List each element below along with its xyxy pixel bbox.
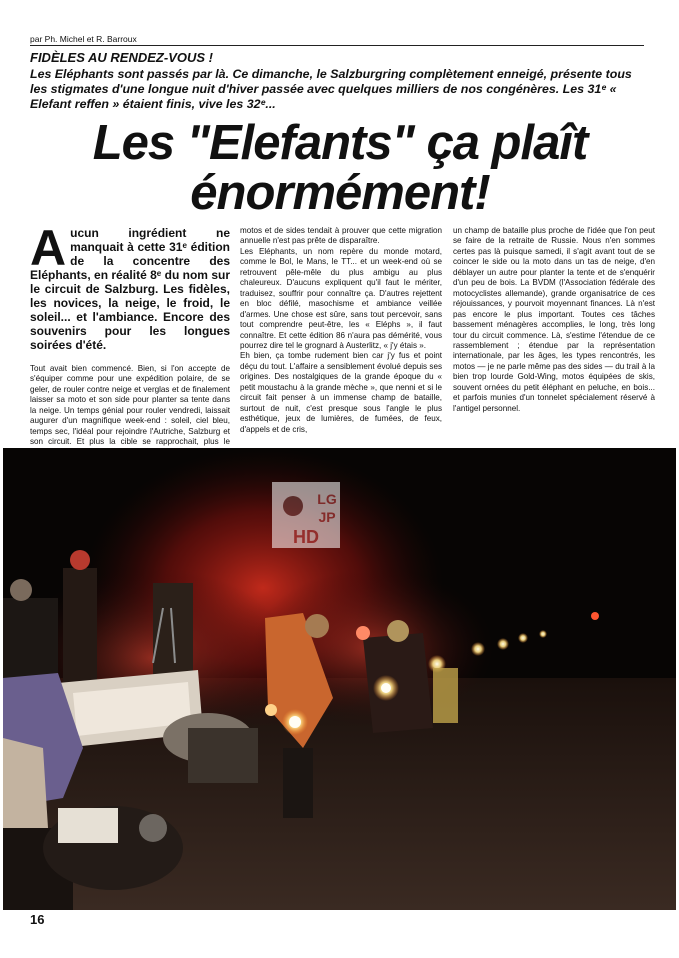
headline-line-1: Les "Elefants" ça plaît [92, 116, 588, 170]
drop-cap: A [30, 220, 67, 276]
watermark-logo [272, 482, 340, 548]
lede-paragraph [30, 220, 230, 352]
body-text-col2-p2: Les Eléphants, un nom repère du monde motard, comme le Bol, le Mans, le TT... et un week-end où se retrouvent pêle-mêle du plus ambigu au plus chaleureux. D'aucuns expliquent qu'il faut le mériter, traduisez, souffrir pour connaître ça. D'autres rejettent en bloc défilé, masochisme et ambiance veillée d'armes. Une chose est sûre, sans tout percevoir, sans tout comprendre peut-être, les « Eléphs », il faut connaître. Et cette édition 86 n'aura pas démérité, vous pourrez dire tel le grognard à Austerlitz, « j'y étais ». [240, 246, 442, 350]
foreground-motorcycle [43, 806, 183, 890]
watermark-lg: LG [317, 491, 337, 507]
kicker: FIDÈLES AU RENDEZ-VOUS ! [30, 50, 213, 65]
body-text-col2-p3: Eh bien, ça tombe rudement bien car j'y fus et point déçu du tout. L'affaire a sensiblement évolué depuis ses origines. Des nostalgiques de la grande époque du « petit moustachu à la grande mèche », que nenni et si le circuit fait penser à un immense champ de bataille, surtout de nuit, c'est presque sous l'angle le plus esthétique, jeux de lumières, de fumées, de feux, d'appels et de cris, [240, 351, 442, 434]
article-column-3 [453, 226, 655, 414]
watermark-jp: JP [318, 509, 336, 525]
photo-illustration [3, 448, 676, 910]
headline [30, 118, 650, 218]
page-number: 16 [30, 912, 45, 927]
lede-text: ucun ingrédient ne manquait à cette 31ᵉ édition de la concentre des Eléphants, en réalité 8ᵉ du nom sur le circuit de Salzburg. Les fidèles, les novices, la neige, le froid, le soleil... et l'ambiance. Encore des souvenirs pour les longues soirées d'été. [30, 226, 230, 352]
byline: par Ph. Michel et R. Barroux [30, 34, 137, 44]
body-text-col2-p1: motos et de sides tendait à prouver que cette migration annuelle n'est pas prête de disparaître. [240, 226, 442, 246]
header-rule [30, 45, 644, 46]
intro-paragraph: Les Eléphants sont passés par là. Ce dimanche, le Salzburgring complètement enneigé, présente tous les stigmates d'une longue nuit d'hiver passée avec quelques milliers de nos congénères. Les 31ᵉ « Elefant reffen » étaient finis, vive les 32ᵉ... [30, 67, 632, 112]
night-rally-photo [3, 448, 676, 910]
article-column-1 [30, 220, 230, 458]
article-column-2 [240, 226, 442, 435]
body-text-col3: un champ de bataille plus proche de l'idée que l'on peut se faire de la retraite de Russie. Nous n'en sommes certes pas là puisque samedi, il s'agit avant tout de se coincer le side ou la moto dans un tas de neige, d'en déblayer un autre pour planter la tente et de s'enquérir d'un peu de bois. La BVDM (l'Association fédérale des motocyclistes allemande), grande organisatrice de ces réjouissances, y pourvoit moyennant finances. Là n'est pas encore le plus important. Toutes ces tâches bassement ménagères accomplies, le long, très long tour du circuit commence. Là, s'estime l'étendue de ce rassemblement ; étendue par la représentation internationale, par les âges, les types rencontrés, les motos — je ne parle même pas des sides — du trail à la bien trop lourde Gold-Wing, motos équipées de skis, souvent ornées du petit éléphant en peluche, en bois... et parfois munies d'un tonnelet spécialement réservé à l'antigel personnel. [453, 226, 655, 413]
headline-line-2: énormément! [190, 166, 490, 220]
watermark-hd: HD [293, 527, 319, 547]
body-text-col1: Tout avait bien commencé. Bien, si l'on accepte de s'équiper comme pour une expédition polaire, de se geler, de rouler contre neige et verglas et de finalement laisser sa moto et son side pour planter sa tente dans la neige. Un temps génial pour rouler vendredi, laissait augurer d'un magnifique week-end : soleil, ciel bleu, temps sec, l'idéal pour rejoindre l'Autriche, Salzburg et son circuit. Et plus la cible se rapprochait, plus le [30, 364, 230, 447]
